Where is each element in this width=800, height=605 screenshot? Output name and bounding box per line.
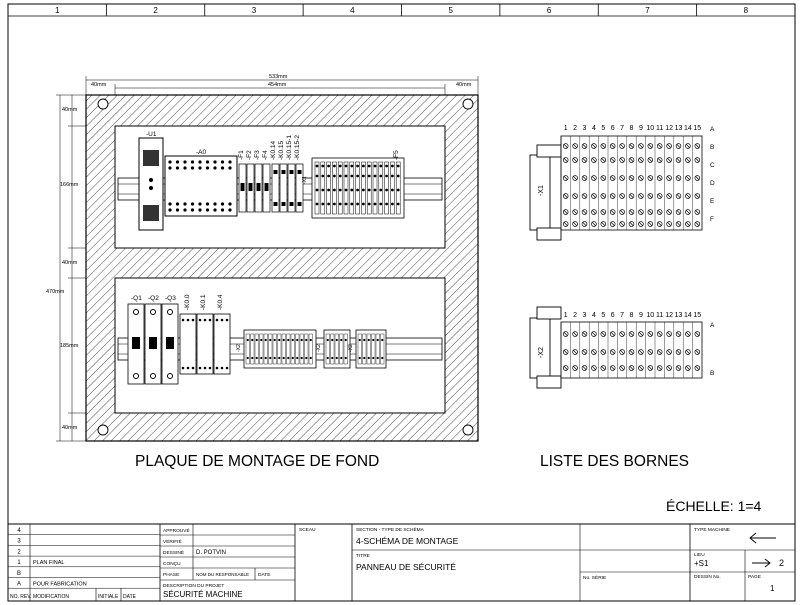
terminal-number: 13 [674,125,683,132]
label-k01: -K0.1 [200,294,207,310]
nav-next-arrow-icon[interactable] [752,559,770,567]
terminal-number: 6 [610,312,615,319]
rev-header-date: DATE [123,594,136,600]
terminal-number: 13 [674,312,683,319]
terminal-row-label: A [710,126,715,133]
column-number: 8 [743,6,749,15]
terminal-number: 8 [629,312,634,319]
dim-v-bottom: 40mm [62,425,78,431]
label-q3: -Q3 [165,295,176,302]
revision-number: 2 [17,549,21,556]
terminal-number: 4 [591,125,596,132]
label-x2b: -X2 [316,344,322,352]
label-u1: -U1 [146,131,157,138]
terminal-number: 7 [620,312,625,319]
label-f4: -F4 [262,150,269,160]
terminal-number: 10 [646,125,655,132]
phase-text: NOM DU RESPONSABLE [196,572,250,577]
revision-number: 1 [17,560,21,567]
device-breakers [128,304,178,384]
terminal-row-label: B [710,144,715,151]
terminal-row-label: D [710,180,715,187]
rev-header-init: INITIALE [98,594,119,600]
mounting-plate [46,74,478,441]
terminal-number: 4 [591,312,596,319]
role-approuve: APPROUVÉ [163,529,190,534]
terminals-caption: LISTE DES BORNES [540,453,690,470]
device-x1-strip [312,158,404,218]
role-verifie: VÉRIFIÉ [163,540,182,545]
device-x2-strip [244,330,386,368]
role-phase: PHASE [163,573,180,578]
terminal-number: 5 [601,312,606,319]
dim-rail-bottom: 185mm [60,343,79,349]
dim-inner-width: 454mm [268,82,287,88]
lieu-text: +S1 [694,559,709,568]
terminal-number: 10 [646,312,655,319]
terminal-number: 1 [563,312,568,319]
revision-number: B [16,570,22,577]
nav-prev-arrow-icon[interactable] [750,533,776,543]
label-f5: -F5 [393,150,400,160]
dessin-no-label: DESSIN No. [694,575,721,580]
terminal-number: 15 [693,125,702,132]
dim-rail-top: 166mm [60,182,79,188]
terminal-number: 14 [684,312,692,319]
revision-text: POUR FABRICATION [33,581,87,588]
dim-margin-left: 40mm [91,82,107,88]
dessine-by: D. POTVIN [196,550,227,556]
device-a0 [165,156,237,216]
role-dessine: DESSINÉ [163,551,185,556]
device-u1 [139,138,163,230]
type-machine-label: TYPE MACHINE [694,528,730,533]
terminal-number: 7 [620,125,625,132]
label-k014: -K0.14 [270,140,277,160]
revision-number: A [16,581,22,588]
terminal-row-label: A [710,322,715,329]
page-label: PAGE [748,575,761,580]
label-x2a: -X2 [236,344,242,352]
description-text: SÉCURITÉ MACHINE [163,590,243,599]
terminal-block-x2 [530,307,715,388]
terminal-block-x1 [530,125,715,240]
revision-number: 4 [17,528,21,534]
terminal-number: 8 [629,125,634,132]
label-x2c: -X2 [348,344,354,352]
terminal-number: 3 [582,125,587,132]
terminal-number: 3 [582,312,587,319]
section-label: SECTION - TYPE DE SCHÉMA [356,528,424,533]
terminal-row-label: B [710,370,715,377]
section-text: 4-SCHÉMA DE MONTAGE [356,536,459,546]
label-f1: -F1 [238,150,245,160]
dim-total-width: 533mm [269,74,288,80]
terminal-number: 9 [638,312,643,319]
dim-margin-right: 40mm [456,82,472,88]
scale-label: ÉCHELLE: 1=4 [666,498,762,514]
terminal-row-label: C [710,162,715,169]
role-concu: CONÇU [163,562,181,567]
lieu-label: LIEU [694,553,705,558]
plate-caption: PLAQUE DE MONTAGE DE FOND [135,453,380,470]
titre-text: PANNEAU DE SÉCURITÉ [356,562,456,572]
no-serie-label: No. SÉRIE [583,576,607,581]
revision-number: 3 [17,538,21,545]
dim-v-top: 40mm [62,107,78,113]
terminal-number: 2 [573,125,578,132]
label-k04: -K0.4 [217,294,224,310]
terminal-number: 11 [656,125,664,132]
rev-header-mod: MODIFICATION [33,594,70,600]
column-number: 1 [54,6,60,15]
nav-next-number: 2 [778,558,784,568]
label-k00: -K0.0 [184,294,191,310]
terminal-number: 1 [563,125,568,132]
terminal-number: 6 [610,125,615,132]
column-number: 2 [153,6,158,15]
date-label: DATE [258,573,271,578]
device-contactors [180,314,230,374]
terminal-number: 2 [573,312,578,319]
label-x1-plate: -X1 [302,176,308,184]
dim-v-mid: 40mm [62,260,78,266]
terminal-row-label: F [710,216,714,223]
rev-header-no: NO. REV. [10,594,32,600]
label-a0: -A0 [196,149,207,156]
terminal-number: 5 [601,125,606,132]
description-label: DESCRIPTION DU PROJET [163,584,225,589]
x2-label: -X2 [538,347,545,358]
label-q2: -Q2 [148,295,159,302]
label-k0151: -K0.15-1 [286,135,293,160]
terminal-number: 15 [693,312,702,319]
terminal-number: 12 [665,125,673,132]
page-number: 1 [770,584,775,593]
label-k015: -K0.15 [278,140,285,160]
terminal-list [530,125,715,388]
terminal-row-label: E [710,198,715,205]
column-number: 4 [350,6,355,15]
column-number: 6 [546,6,552,15]
terminal-number: 9 [638,125,643,132]
titre-label: TITRE [356,554,370,559]
title-block-text [10,526,784,600]
terminal-number: 14 [684,125,692,132]
revision-text: PLAN FINAL [33,560,65,567]
label-f3: -F3 [254,150,261,160]
column-number: 7 [645,6,650,15]
label-q1: -Q1 [131,295,142,302]
x1-label: -X1 [538,185,545,196]
label-f2: -F2 [246,150,253,160]
dim-total-height: 470mm [46,289,65,295]
column-number: 3 [251,6,257,15]
terminal-number: 12 [665,312,673,319]
terminal-number: 11 [656,312,664,319]
label-k0152: -K0.15-2 [294,135,301,160]
column-number: 5 [448,6,453,15]
sceau-label: SCEAU [299,528,316,533]
